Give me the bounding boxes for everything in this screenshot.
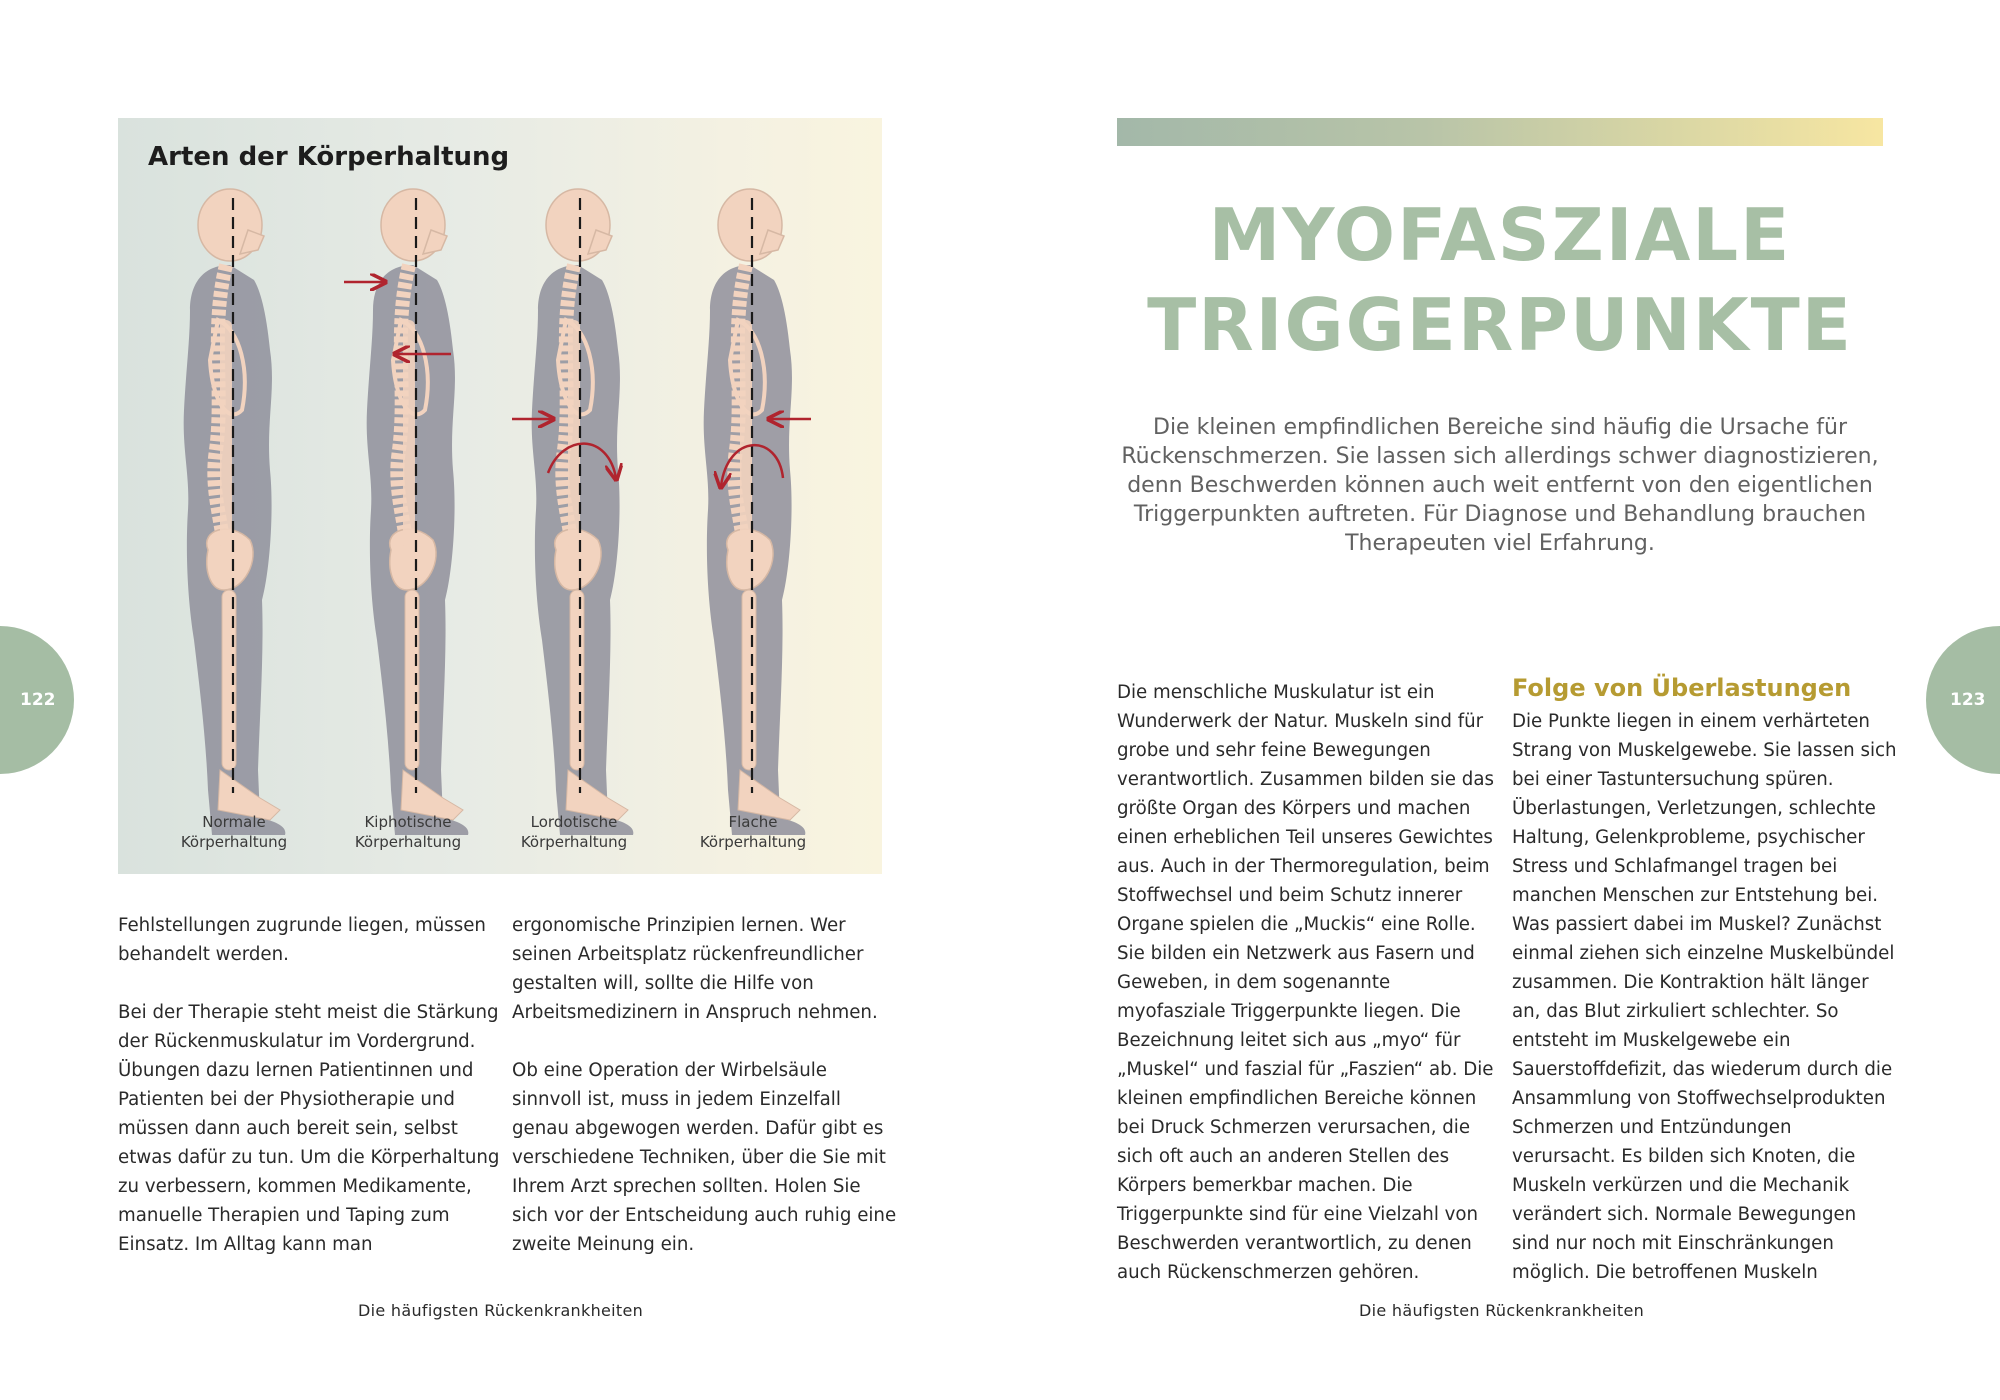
caption-lordotic (494, 812, 654, 852)
posture-illustration (118, 118, 882, 874)
paragraph: Fehlstellungen zugrunde liegen, müssen behandelt werden. (118, 915, 486, 965)
figure-lordotic (512, 189, 633, 835)
caption-normal (154, 812, 314, 852)
left-column-2 (512, 911, 897, 1259)
page-number-right: 123 (1950, 690, 1986, 710)
page-headline (1117, 190, 1883, 370)
paragraph: Ob eine Operation der Wirbelsäule sinnvoll ist, muss in jedem Einzelfall genau abgewogen werden. Dafür gibt es verschiedene Techniken, über die Sie mit Ihrem Arzt sprechen sollten. Holen Sie sich vor der Entscheidung auch ruhig eine zweite Meinung ein. (512, 1060, 897, 1255)
footer-right: Die häufigsten Rückenkrankheiten (1359, 1301, 1645, 1320)
gradient-bar (1117, 118, 1883, 146)
caption-line: Körperhaltung (699, 833, 807, 851)
left-column-1 (118, 911, 503, 1259)
caption-line: Körperhaltung (354, 833, 462, 851)
figure-normal (184, 189, 286, 835)
paragraph: ergonomische Prinzipien lernen. Wer seinen Arbeitsplatz rückenfreundlicher gestalten will, sollte die Hilfe von Arbeitsmedizinern in Anspruch nehmen. (512, 915, 878, 1023)
paragraph: Die Punkte liegen in einem verhärteten Strang von Muskelgewebe. Sie lassen sich bei einer Tastuntersuchung spüren. Überlastungen, Verletzungen, schlechte Haltung, Gelenkprobleme, psychischer Stress und Schlafmangel tragen bei manchen Menschen zur Entstehung bei. Was passiert dabei im Muskel? Zunächst einmal ziehen sich einzelne Muskelbündel zusammen. Die Kontraktion hält länger an, das Blut zirkuliert schlechter. So entsteht im Muskelgewebe ein Sauerstoffdefizit, das wiederum durch die Ansammlung von Stoffwechselprodukten Schmerzen und Entzündungen verursacht. Es bilden sich Knoten, die Muskeln verkürzen und die Mechanik verändert sich. Normale Bewegungen sind nur noch mit Einschränkungen möglich. Die betroffenen Muskeln (1512, 711, 1897, 1283)
headline-line: TRIGGERPUNKTE (1147, 283, 1853, 367)
paragraph: Die menschliche Muskulatur ist ein Wunderwerk der Natur. Muskeln sind für grobe und sehr feine Bewegungen verantwortlich. Zusammen bilden sie das größte Organ des Körpers und machen einen erheblichen Teil unseres Gewichtes aus. Auch in der Thermoregulation, beim Stoffwechsel und beim Schutz innerer Organe spielen die „Muckis“ eine Rolle. Sie bilden ein Netzwerk aus Fasern und Geweben, in dem sogenannte myofasziale Triggerpunkte liegen. Die Bezeichnung leitet sich aus „myo“ für „Muskel“ und faszial für „Faszien“ ab. Die kleinen empfindlichen Bereiche können bei Druck Schmerzen verursachen, die sich oft auch an anderen Stellen des Körpers bemerkbar machen. Die Triggerpunkte sind für eine Vielzahl von Beschwerden verantwortlich, zu denen auch Rückenschmerzen gehören. (1117, 682, 1494, 1283)
headline-line: MYOFASZIALE (1208, 193, 1792, 277)
caption-line: Körperhaltung (180, 833, 288, 851)
footer-left: Die häufigsten Rückenkrankheiten (358, 1301, 644, 1320)
figure-title: Arten der Körperhaltung (148, 142, 510, 172)
right-column-1 (1117, 678, 1502, 1287)
right-column-2 (1512, 707, 1897, 1287)
caption-flat (673, 812, 833, 852)
intro-text: Die kleinen empfindlichen Bereiche sind häufig die Ursache für Rückenschmerzen. Sie lassen sich allerdings schwer diagnostizieren, denn Beschwerden können auch weit entfernt von den eigentlichen Triggerpunkten auftreten. Für Diagnose und Behandlung brauchen Therapeuten viel Erfahrung. (1121, 415, 1879, 556)
posture-figure (118, 118, 882, 874)
caption-line: Körperhaltung (520, 833, 628, 851)
paragraph: Bei der Therapie steht meist die Stärkung der Rückenmuskulatur im Vordergrund. Übungen dazu lernen Patientinnen und Patienten bei der Physiotherapie und müssen dann auch bereit sein, selbst etwas dafür zu tun. Um die Körperhaltung zu verbessern, kommen Medikamente, manuelle Therapien und Taping zum Einsatz. Im Alltag kann man (118, 1002, 500, 1255)
caption-line: Normale (202, 813, 266, 831)
figure-flat (704, 189, 811, 835)
caption-line: Flache (728, 813, 778, 831)
caption-kyphotic (328, 812, 488, 852)
page-number-left: 122 (20, 690, 56, 710)
caption-line: Kiphotische (364, 813, 452, 831)
caption-line: Lordotische (530, 813, 618, 831)
section-subheading: Folge von Überlastungen (1512, 674, 1852, 702)
figure-kyphotic (344, 189, 468, 835)
